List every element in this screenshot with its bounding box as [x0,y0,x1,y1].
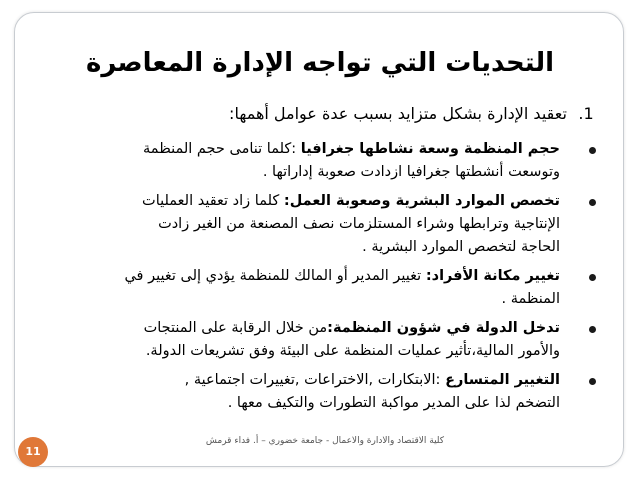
bullet-line: وتوسعت أنشطتها جغرافيا ازدادت صعوبة إداراتها . [262,164,560,180]
bullet-line [38,138,560,161]
bullet-text: من خلال الرقابة على المنتجات [143,320,328,336]
bullet-line [38,190,560,213]
page-number-badge: 11 [18,437,48,467]
bullet-icon [589,378,596,385]
bullet-text: كلما زاد تعقيد العمليات [142,193,284,209]
bullet-heading: تخصص الموارد البشرية وصعوبة العمل: [283,193,560,209]
point-number: 1. [578,104,594,123]
bullet-heading: تغيير مكانة الأفراد: [425,268,560,284]
bullet-line: الإنتاجية وترابطها وشراء المستلزمات نصف المصنعة من الغير زادت [158,216,560,232]
slide-footer: كلية الاقتصاد والادارة والاعمال - جامعة خضوري – أ. فداء قرمش [205,436,445,446]
bullet-line: الحاجة لتخصص الموارد البشرية . [362,239,560,255]
bullet-icon [589,147,596,154]
bullet-item [38,265,598,311]
bullet-item [38,138,598,184]
bullet-line [38,265,560,288]
slide-title: التحديات التي تواجه الإدارة المعاصرة [85,48,554,78]
bullet-heading: حجم المنظمة وسعة نشاطها جغرافيا [300,141,560,157]
bullet-heading: تدخل الدولة في شؤون المنظمة: [327,320,560,336]
bullet-line: المنظمة . [501,291,560,307]
bullet-line [38,369,560,392]
bullet-item [38,369,598,415]
bullet-line: التضخم لذا على المدير مواكبة التطورات والتكيف معها . [227,395,560,411]
bullet-icon [589,199,596,206]
bullet-text: :الابتكارات ,الاختراعات ,تغييرات اجتماعية , [184,372,446,388]
bullet-icon [589,274,596,281]
point-text: تعقيد الإدارة بشكل متزايد بسبب عدة عوامل أهمها: [229,104,567,123]
bullet-line [38,317,560,340]
bullet-heading: التغيير المتسارع [445,372,560,388]
bullet-text: تغيير المدير أو المالك للمنظمة يؤدي إلى تغيير في [124,268,426,284]
bullet-text: :كلما تنامى حجم المنظمة [143,141,301,157]
bullet-line: والأمور المالية،تأثير عمليات المنظمة على البيئة وفق تشريعات الدولة. [145,343,560,359]
bullet-item [38,317,598,363]
bullet-list [38,138,598,421]
bullet-icon [589,326,596,333]
bullet-item [38,190,598,259]
numbered-point [80,103,600,125]
